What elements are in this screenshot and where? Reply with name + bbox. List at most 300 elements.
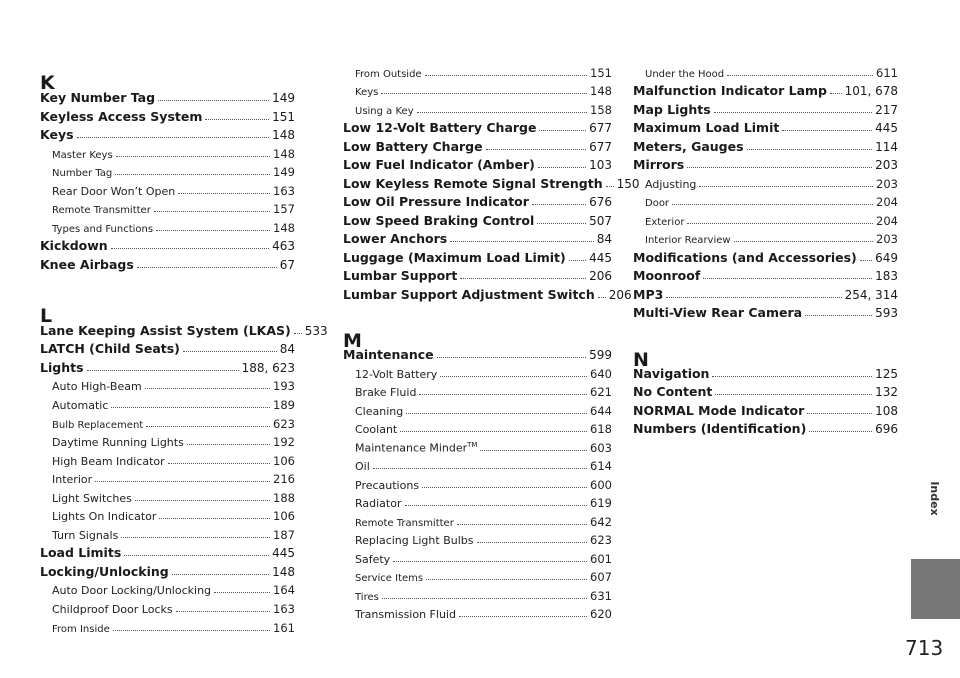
entry-page-number[interactable]: 618 xyxy=(590,422,612,436)
entry-term-text: Master Keys xyxy=(52,150,113,161)
entry-page-number[interactable]: 677 xyxy=(589,121,612,135)
index-subentry[interactable] xyxy=(343,492,612,512)
leader-dots xyxy=(121,537,270,538)
section-letter-heading: L xyxy=(40,305,53,327)
index-subentry[interactable] xyxy=(40,413,295,433)
leader-dots xyxy=(727,75,873,76)
index-subentry[interactable] xyxy=(343,62,612,82)
entry-term xyxy=(355,608,456,623)
index-entry[interactable] xyxy=(40,561,295,581)
entry-page-number[interactable]: 204 xyxy=(876,195,898,209)
index-entry[interactable] xyxy=(343,344,612,364)
leader-dots xyxy=(382,598,587,599)
entry-term-text: Daytime Running Lights xyxy=(52,436,184,449)
entry-page-number[interactable]: 621 xyxy=(590,385,612,399)
entry-term-text: Low Oil Pressure Indicator xyxy=(343,194,529,209)
index-subentry[interactable] xyxy=(343,603,612,623)
index-entry[interactable] xyxy=(40,254,295,274)
entry-term xyxy=(343,120,536,137)
leader-dots xyxy=(782,130,872,131)
leader-dots xyxy=(187,444,270,445)
entry-term xyxy=(343,347,434,364)
index-entry[interactable] xyxy=(40,106,295,126)
trademark-superscript: TM xyxy=(467,441,478,450)
entry-term xyxy=(355,460,370,475)
entry-page-number[interactable]: 445 xyxy=(272,546,295,560)
index-entry[interactable] xyxy=(40,87,295,107)
entry-term-text: MP3 xyxy=(633,287,664,302)
entry-page-number[interactable]: 151 xyxy=(272,110,295,124)
index-entry[interactable] xyxy=(633,400,898,420)
index-entry[interactable] xyxy=(40,338,295,358)
index-subentry[interactable] xyxy=(633,210,898,230)
leader-dots xyxy=(373,468,587,469)
index-entry[interactable] xyxy=(633,99,898,119)
entry-term-text: Turn Signals xyxy=(52,529,119,542)
entry-page-number[interactable]: 106 xyxy=(273,454,295,468)
index-subentry[interactable] xyxy=(633,173,898,193)
entry-term-text: Low 12-Volt Battery Charge xyxy=(343,120,537,135)
entry-term xyxy=(52,399,108,414)
index-entry[interactable] xyxy=(343,117,612,137)
entry-term-text: Remote Transmitter xyxy=(52,205,151,216)
entry-term-text: Precautions xyxy=(355,479,420,492)
entry-term xyxy=(40,341,180,358)
page-number: 713 xyxy=(905,636,944,660)
entry-page-number[interactable]: 611 xyxy=(876,66,898,80)
index-entry[interactable] xyxy=(633,418,898,438)
entry-term-text: Kickdown xyxy=(40,238,108,253)
index-subentry[interactable] xyxy=(40,161,295,181)
entry-term-text: No Content xyxy=(633,384,713,399)
entry-term-text: High Beam Indicator xyxy=(52,455,165,468)
section-letter-heading: K xyxy=(40,72,55,94)
leader-dots xyxy=(393,561,587,562)
entry-page-number[interactable]: 149 xyxy=(272,91,295,105)
entry-page-number[interactable]: 106 xyxy=(273,509,295,523)
leader-dots xyxy=(168,463,270,464)
entry-term-text: Lane Keeping Assist System (LKAS) xyxy=(40,323,291,338)
entry-term xyxy=(52,473,92,488)
entry-page-number[interactable]: 204 xyxy=(876,214,898,228)
entry-term-text: Keys xyxy=(40,127,74,142)
entry-page-number[interactable]: 623 xyxy=(273,417,295,431)
entry-term xyxy=(355,386,416,401)
leader-dots xyxy=(205,119,269,120)
leader-dots xyxy=(124,555,269,556)
entry-term xyxy=(343,231,447,248)
entry-term-text: Interior Rearview xyxy=(645,235,731,246)
leader-dots xyxy=(747,149,873,150)
index-subentry[interactable] xyxy=(40,598,295,618)
entry-term-text: Tires xyxy=(355,592,379,603)
leader-dots xyxy=(113,630,270,631)
index-subentry[interactable] xyxy=(343,99,612,119)
entry-page-number[interactable]: 151 xyxy=(590,66,612,80)
index-subentry[interactable] xyxy=(40,375,295,395)
leader-dots xyxy=(116,156,270,157)
entry-term xyxy=(633,305,802,322)
leader-dots xyxy=(406,413,587,414)
entry-page-number[interactable]: 67 xyxy=(279,258,295,272)
entry-page-number[interactable]: 193 xyxy=(273,379,295,393)
leader-dots xyxy=(450,241,594,242)
entry-term-text: Remote Transmitter xyxy=(355,518,454,529)
leader-dots xyxy=(830,93,842,94)
entry-term xyxy=(355,423,397,438)
entry-page-number[interactable]: 183 xyxy=(875,269,898,283)
entry-term xyxy=(52,584,211,599)
entry-page-number[interactable]: 607 xyxy=(590,570,612,584)
leader-dots xyxy=(159,518,270,519)
entry-page-number[interactable]: 148 xyxy=(590,84,612,98)
index-subentry[interactable] xyxy=(343,381,612,401)
entry-term-text: Radiator xyxy=(355,497,402,510)
index-tab-block[interactable] xyxy=(911,559,960,619)
entry-page-number[interactable]: 533 xyxy=(304,324,328,338)
leader-dots xyxy=(87,370,239,371)
leader-dots xyxy=(699,186,873,187)
leader-dots xyxy=(539,130,586,131)
entry-term xyxy=(40,90,155,107)
entry-term-text: Lower Anchors xyxy=(343,231,448,246)
entry-term-text: Modifications (and Accessories) xyxy=(633,250,857,265)
entry-term xyxy=(633,83,827,100)
entry-term-text: Lumbar Support xyxy=(343,268,458,283)
leader-dots xyxy=(294,333,302,334)
leader-dots xyxy=(606,186,614,187)
entry-page-number[interactable]: 623 xyxy=(590,533,612,547)
entry-term xyxy=(633,268,700,285)
leader-dots xyxy=(714,112,872,113)
entry-term xyxy=(355,497,402,512)
index-entry[interactable] xyxy=(633,363,898,383)
entry-term-text: Types and Functions xyxy=(52,224,154,235)
entry-page-number[interactable]: 216 xyxy=(273,472,295,486)
entry-term-text: Malfunction Indicator Lamp xyxy=(633,83,827,98)
entry-term xyxy=(633,421,806,438)
entry-page-number[interactable]: 164 xyxy=(273,583,295,597)
leader-dots xyxy=(77,137,270,138)
entry-page-number[interactable]: 203 xyxy=(875,158,898,172)
entry-page-number[interactable]: 206 xyxy=(608,288,632,302)
leader-dots xyxy=(405,505,588,506)
leader-dots xyxy=(425,75,587,76)
entry-term-text: Automatic xyxy=(52,399,109,412)
entry-page-number[interactable]: 642 xyxy=(590,515,612,529)
entry-page-number[interactable]: 203 xyxy=(876,177,898,191)
index-entry[interactable] xyxy=(343,284,632,304)
index-subentry[interactable] xyxy=(40,394,295,414)
index-subentry[interactable] xyxy=(343,548,612,568)
entry-page-number[interactable]: 163 xyxy=(273,602,295,616)
leader-dots xyxy=(145,388,270,389)
entry-page-number[interactable]: 163 xyxy=(273,184,295,198)
index-subentry[interactable] xyxy=(40,617,295,637)
entry-page-number[interactable]: 84 xyxy=(279,342,295,356)
leader-dots xyxy=(703,278,872,279)
entry-page-number[interactable]: 601 xyxy=(590,552,612,566)
entry-term-text: From Inside xyxy=(52,624,110,635)
index-entry[interactable] xyxy=(40,320,328,340)
index-subentry[interactable] xyxy=(343,363,612,383)
entry-term xyxy=(343,268,457,285)
entry-page-number[interactable]: 148 xyxy=(272,565,295,579)
index-entry[interactable] xyxy=(343,154,612,174)
entry-term xyxy=(40,127,74,144)
leader-dots xyxy=(137,267,277,268)
entry-term-text: Coolant xyxy=(355,423,398,436)
entry-term-text: Navigation xyxy=(633,366,710,381)
index-entry[interactable] xyxy=(343,265,612,285)
index-subentry[interactable] xyxy=(633,191,898,211)
index-entry[interactable] xyxy=(343,210,612,230)
leader-dots xyxy=(687,223,873,224)
leader-dots xyxy=(146,426,270,427)
index-subentry[interactable] xyxy=(40,217,295,237)
entry-page-number[interactable]: 649 xyxy=(875,251,898,265)
leader-dots xyxy=(715,394,872,395)
index-entry[interactable] xyxy=(343,191,612,211)
leader-dots xyxy=(477,542,588,543)
entry-page-number[interactable]: 192 xyxy=(273,435,295,449)
entry-term-text: Low Battery Charge xyxy=(343,139,483,154)
entry-term-text: Locking/Unlocking xyxy=(40,564,169,579)
index-subentry[interactable] xyxy=(343,529,612,549)
leader-dots xyxy=(666,297,841,298)
index-entry[interactable] xyxy=(40,235,295,255)
index-subentry[interactable] xyxy=(633,228,898,248)
entry-page-number[interactable]: 189 xyxy=(273,398,295,412)
entry-term-text: Replacing Light Bulbs xyxy=(355,534,474,547)
leader-dots xyxy=(400,431,587,432)
entry-page-number[interactable]: 188, 623 xyxy=(241,361,295,375)
entry-page-number[interactable]: 101, 678 xyxy=(844,84,898,98)
entry-page-number[interactable]: 620 xyxy=(590,607,612,621)
section-letter-heading: M xyxy=(343,330,362,352)
entry-page-number[interactable]: 114 xyxy=(875,140,898,154)
entry-term-text: Low Speed Braking Control xyxy=(343,213,535,228)
index-subentry[interactable] xyxy=(40,524,295,544)
entry-term xyxy=(52,624,110,637)
entry-page-number[interactable]: 619 xyxy=(590,496,612,510)
section-letter-heading: N xyxy=(633,349,649,371)
entry-page-number[interactable]: 614 xyxy=(590,459,612,473)
leader-dots xyxy=(158,100,269,101)
leader-dots xyxy=(538,167,586,168)
entry-page-number[interactable]: 445 xyxy=(589,251,612,265)
entry-page-number[interactable]: 254, 314 xyxy=(844,288,898,302)
index-entry[interactable] xyxy=(633,154,898,174)
entry-page-number[interactable]: 149 xyxy=(273,165,295,179)
leader-dots xyxy=(183,351,277,352)
entry-page-number[interactable]: 599 xyxy=(589,348,612,362)
entry-page-number[interactable]: 600 xyxy=(590,478,612,492)
entry-page-number[interactable]: 187 xyxy=(273,528,295,542)
index-subentry[interactable] xyxy=(40,431,295,451)
entry-page-number[interactable]: 103 xyxy=(589,158,612,172)
entry-term-text: Adjusting xyxy=(645,178,697,191)
entry-term-text: Safety xyxy=(355,553,391,566)
index-subentry[interactable] xyxy=(343,400,612,420)
index-entry[interactable] xyxy=(40,542,295,562)
entry-term-text: Lights xyxy=(40,360,84,375)
entry-term-text: Auto Door Locking/Unlocking xyxy=(52,584,212,597)
index-entry[interactable] xyxy=(343,136,612,156)
entry-term xyxy=(633,384,712,401)
entry-page-number[interactable]: 84 xyxy=(596,232,612,246)
leader-dots xyxy=(156,230,270,231)
leader-dots xyxy=(437,357,586,358)
entry-term-text: Low Keyless Remote Signal Strength xyxy=(343,176,603,191)
index-entry[interactable] xyxy=(40,124,295,144)
entry-term-text: Multi-View Rear Camera xyxy=(633,305,803,320)
entry-term-text: Light Switches xyxy=(52,492,132,505)
entry-term-text: Map Lights xyxy=(633,102,711,117)
index-subentry[interactable] xyxy=(343,418,612,438)
index-entry[interactable] xyxy=(633,302,898,322)
entry-term xyxy=(52,510,156,525)
entry-term-text: Lights On Indicator xyxy=(52,510,157,523)
entry-page-number[interactable]: 203 xyxy=(876,232,898,246)
entry-page-number[interactable]: 157 xyxy=(273,202,295,216)
index-subentry[interactable] xyxy=(343,566,612,586)
index-subentry[interactable] xyxy=(633,62,898,82)
entry-page-number[interactable]: 108 xyxy=(875,404,898,418)
leader-dots xyxy=(459,616,587,617)
index-entry[interactable] xyxy=(633,284,898,304)
entry-term xyxy=(40,257,134,274)
index-entry[interactable] xyxy=(40,357,295,377)
entry-term-text: Exterior xyxy=(645,217,685,228)
entry-page-number[interactable]: 148 xyxy=(273,221,295,235)
entry-term-text: Brake Fluid xyxy=(355,386,417,399)
index-subentry[interactable] xyxy=(343,474,612,494)
entry-term xyxy=(633,120,779,137)
leader-dots xyxy=(178,193,270,194)
entry-page-number[interactable]: 640 xyxy=(590,367,612,381)
entry-page-number[interactable]: 206 xyxy=(589,269,612,283)
entry-page-number[interactable]: 132 xyxy=(875,385,898,399)
leader-dots xyxy=(809,431,872,432)
entry-page-number[interactable]: 445 xyxy=(875,121,898,135)
leader-dots xyxy=(172,574,269,575)
entry-term-text: Under the Hood xyxy=(645,69,725,80)
index-subentry[interactable] xyxy=(40,505,295,525)
entry-page-number[interactable]: 188 xyxy=(273,491,295,505)
entry-term-text: Door xyxy=(645,198,670,209)
entry-page-number[interactable]: 148 xyxy=(272,128,295,142)
entry-term-text: Lumbar Support Adjustment Switch xyxy=(343,287,595,302)
index-subentry[interactable] xyxy=(40,487,295,507)
leader-dots xyxy=(111,248,269,249)
entry-term-text: Luggage (Maximum Load Limit) xyxy=(343,250,566,265)
entry-term xyxy=(40,238,108,255)
entry-page-number[interactable]: 148 xyxy=(273,147,295,161)
leader-dots xyxy=(712,376,872,377)
index-entry[interactable] xyxy=(343,228,612,248)
entry-term xyxy=(343,194,529,211)
entry-term-text: Keys xyxy=(355,87,379,98)
index-subentry[interactable] xyxy=(343,80,612,100)
entry-term-text: Transmission Fluid xyxy=(355,608,456,621)
entry-term-text: Meters, Gauges xyxy=(633,139,744,154)
leader-dots xyxy=(672,204,873,205)
entry-page-number[interactable]: 463 xyxy=(272,239,295,253)
entry-page-number[interactable]: 593 xyxy=(875,306,898,320)
index-subentry[interactable] xyxy=(40,468,295,488)
entry-page-number[interactable]: 696 xyxy=(875,422,898,436)
entry-term-text: Interior xyxy=(52,473,93,486)
index-entry[interactable] xyxy=(343,173,640,193)
index-entry[interactable] xyxy=(633,265,898,285)
entry-page-number[interactable]: 603 xyxy=(590,441,612,455)
entry-term-text: From Outside xyxy=(355,69,422,80)
index-subentry[interactable] xyxy=(343,511,612,531)
entry-page-number[interactable]: 631 xyxy=(590,589,612,603)
index-subentry[interactable] xyxy=(343,455,612,475)
leader-dots xyxy=(569,260,586,261)
leader-dots xyxy=(135,500,270,501)
entry-term-text: Service Items xyxy=(355,573,424,584)
index-tab-label[interactable]: Index xyxy=(928,481,941,516)
index-subentry[interactable] xyxy=(40,450,295,470)
leader-dots xyxy=(598,297,606,298)
entry-page-number[interactable]: 217 xyxy=(875,103,898,117)
leader-dots xyxy=(807,413,872,414)
entry-page-number[interactable]: 158 xyxy=(590,103,612,117)
leader-dots xyxy=(214,592,270,593)
index-entry[interactable] xyxy=(633,80,898,100)
leader-dots xyxy=(419,394,587,395)
index-entry[interactable] xyxy=(343,247,612,267)
entry-term-text: Bulb Replacement xyxy=(52,420,144,431)
leader-dots xyxy=(426,579,587,580)
entry-term-text: Moonroof xyxy=(633,268,701,283)
index-subentry[interactable] xyxy=(40,198,295,218)
leader-dots xyxy=(417,112,587,113)
leader-dots xyxy=(95,481,270,482)
entry-page-number[interactable]: 677 xyxy=(589,140,612,154)
index-subentry[interactable] xyxy=(40,579,295,599)
leader-dots xyxy=(176,611,270,612)
index-entry[interactable] xyxy=(633,117,898,137)
entry-term xyxy=(343,157,535,174)
entry-page-number[interactable]: 644 xyxy=(590,404,612,418)
entry-term-text: Cleaning xyxy=(355,405,404,418)
index-subentry[interactable] xyxy=(343,437,612,457)
entry-page-number[interactable]: 507 xyxy=(589,214,612,228)
entry-page-number[interactable]: 676 xyxy=(589,195,612,209)
index-subentry[interactable] xyxy=(40,143,295,163)
index-subentry[interactable] xyxy=(40,180,295,200)
entry-term-text: Rear Door Won’t Open xyxy=(52,185,176,198)
entry-page-number[interactable]: 150 xyxy=(616,177,640,191)
index-entry[interactable] xyxy=(633,136,898,156)
leader-dots xyxy=(537,223,586,224)
entry-page-number[interactable]: 161 xyxy=(273,621,295,635)
index-subentry[interactable] xyxy=(343,585,612,605)
entry-page-number[interactable]: 125 xyxy=(875,367,898,381)
leader-dots xyxy=(480,450,587,451)
index-entry[interactable] xyxy=(633,381,898,401)
leader-dots xyxy=(805,315,872,316)
entry-term-text: Maintenance Minder xyxy=(355,442,468,455)
leader-dots xyxy=(111,407,270,408)
entry-term xyxy=(355,534,474,549)
entry-term-text: Maximum Load Limit xyxy=(633,120,780,135)
index-entry[interactable] xyxy=(633,247,898,267)
